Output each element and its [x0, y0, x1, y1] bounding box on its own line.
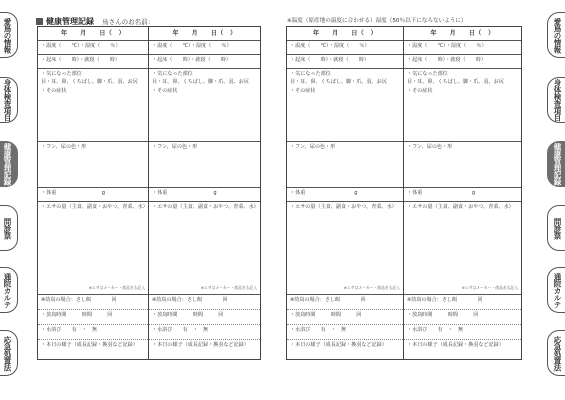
feed-field[interactable]: [287, 202, 403, 295]
today-notes-field[interactable]: ・本日の様子（成長記録・換羽など記録）: [41, 342, 138, 348]
chick-feeding-field[interactable]: ※幼鳥の場合：さし餌 回: [149, 295, 260, 310]
concern-parts-options[interactable]: 目・耳、鼻、くちばし、脚・爪、羽、お尻: [407, 79, 504, 85]
record-sheet-right: [286, 26, 522, 360]
weight-unit: g: [354, 190, 358, 196]
date-field[interactable]: 年 月 日（ ）: [287, 27, 403, 41]
wake-sleep-field[interactable]: ・起床（ 時）・就寝（ 時）: [149, 55, 260, 69]
droppings-field[interactable]: ・フン、尿の色・形: [404, 142, 521, 188]
record-column-1: [38, 27, 149, 359]
free-flight-field[interactable]: ・放鳥時間 時間 回: [287, 310, 403, 325]
tab-health-record[interactable]: 健康管理記録: [547, 141, 565, 187]
chick-feeding-field[interactable]: ※幼鳥の場合：さし餌 回: [38, 295, 148, 310]
chick-feeding-field[interactable]: ※幼鳥の場合：さし餌 回: [287, 295, 403, 310]
wake-sleep-field[interactable]: ・起床（ 時）・就寝（ 時）: [287, 55, 403, 69]
record-column-2: [149, 27, 260, 359]
other-symptoms-field[interactable]: ・その症状: [404, 86, 521, 142]
tab-body-check[interactable]: 身体検査項目: [0, 77, 18, 123]
feed-note: ※エサはメーカー・商品名も記入: [88, 285, 145, 291]
concern-parts-options[interactable]: 目・耳、鼻、くちばし、脚・爪、羽、お尻: [152, 79, 249, 85]
weight-unit: g: [471, 190, 476, 196]
concern-area-label[interactable]: ・気になった部位: [152, 71, 193, 77]
other-symptoms-field[interactable]: ・その症状: [149, 86, 260, 142]
droppings-field[interactable]: ・フン、尿の色・形: [149, 142, 260, 188]
feed-label: ・エサの量（主食、副食・おやつ、青菜、水）: [290, 204, 397, 210]
temperature-note: ※温度（原産地の温度に合わせる）湿度（50％以下にならないように）: [287, 18, 467, 24]
other-symptoms-field[interactable]: ・その症状: [287, 86, 403, 142]
title-square-icon: [36, 18, 43, 25]
weight-label: ・体重: [407, 190, 423, 196]
chick-feeding-field[interactable]: ※幼鳥の場合：さし餌 回: [404, 295, 521, 310]
today-notes-field[interactable]: ・本日の様子（成長記録・換羽など記録）: [152, 342, 249, 348]
feed-note: ※エサはメーカー・商品名も記入: [343, 285, 400, 291]
free-flight-field[interactable]: ・放鳥時間 時間 回: [149, 310, 260, 325]
feed-label: ・エサの量（主食、副食・おやつ、青菜、水）: [41, 204, 148, 210]
concern-parts-options[interactable]: 目・耳、鼻、くちばし、脚・爪、羽、お尻: [290, 79, 387, 85]
concern-area-label[interactable]: ・気になった部位: [41, 71, 82, 77]
today-notes-field[interactable]: ・本日の様子（成長記録・換羽など記録）: [290, 342, 387, 348]
tab-first-aid[interactable]: 応急処置法: [0, 330, 18, 376]
concern-parts-options[interactable]: 目・耳、鼻、くちばし、脚・爪、羽、お尻: [41, 79, 138, 85]
bath-field[interactable]: ・水浴び 有 ・ 無: [404, 325, 521, 340]
concern-area-label[interactable]: ・気になった部位: [407, 71, 448, 77]
record-sheet-left: [37, 26, 261, 360]
weight-field[interactable]: [404, 188, 521, 202]
tab-visit-chart[interactable]: 通院カルテ: [547, 267, 565, 313]
page-title: 健康管理記録: [46, 17, 94, 26]
tab-health-record[interactable]: 健康管理記録: [0, 141, 18, 187]
wake-sleep-field[interactable]: ・起床（ 時）・就寝（ 時）: [38, 55, 148, 69]
bath-field[interactable]: ・水浴び 有 ・ 無: [149, 325, 260, 340]
date-field[interactable]: 年 月 日（ ）: [38, 27, 148, 41]
temp-humidity-field[interactable]: ・温度（ ℃）・湿度（ ％）: [404, 41, 521, 55]
temp-humidity-field[interactable]: ・温度（ ℃）・湿度（ ％）: [149, 41, 260, 55]
weight-label: ・体重: [41, 190, 57, 196]
other-symptoms-field[interactable]: ・その症状: [38, 86, 148, 142]
temp-humidity-field[interactable]: ・温度（ ℃）・湿度（ ％）: [287, 41, 403, 55]
droppings-field[interactable]: ・フン、尿の色・形: [287, 142, 403, 188]
today-notes-field[interactable]: ・本日の様子（成長記録・換羽など記録）: [407, 342, 504, 348]
weight-field[interactable]: [287, 188, 403, 202]
feed-label: ・エサの量（主食、副食・おやつ、青菜、水）: [152, 204, 259, 210]
bird-name-label: 鳥さんのお名前：: [102, 18, 155, 26]
feed-note: ※エサはメーカー・商品名も記入: [461, 285, 518, 291]
tab-bird-info[interactable]: 愛鳥の情報: [547, 12, 565, 58]
weight-unit: g: [101, 190, 106, 196]
date-field[interactable]: 年 月 日（ ）: [404, 27, 521, 41]
wake-sleep-field[interactable]: ・起床（ 時）・就寝（ 時）: [404, 55, 521, 69]
free-flight-field[interactable]: ・放鳥時間 時間 回: [38, 310, 148, 325]
concern-area-label[interactable]: ・気になった部位: [290, 71, 331, 77]
tab-questionnaire[interactable]: 問診票: [547, 205, 565, 251]
tab-body-check[interactable]: 身体検査項目: [547, 77, 565, 123]
tab-bird-info[interactable]: 愛鳥の情報: [0, 12, 18, 58]
feed-field[interactable]: [149, 202, 260, 295]
record-column-1: [287, 27, 404, 359]
weight-label: ・体重: [290, 190, 306, 196]
tab-questionnaire[interactable]: 問診票: [0, 205, 18, 251]
weight-unit: g: [213, 190, 217, 196]
temp-humidity-field[interactable]: ・温度（ ℃）・湿度（ ％）: [38, 41, 148, 55]
feed-label: ・エサの量（主食、副食・おやつ、青菜、水）: [407, 204, 514, 210]
weight-field[interactable]: [38, 188, 148, 202]
weight-label: ・体重: [152, 190, 168, 196]
bath-field[interactable]: ・水浴び 有 ・ 無: [287, 325, 403, 340]
feed-field[interactable]: [38, 202, 148, 295]
tab-visit-chart[interactable]: 通院カルテ: [0, 267, 18, 313]
tab-first-aid[interactable]: 応急処置法: [547, 330, 565, 376]
date-field[interactable]: 年 月 日（ ）: [149, 27, 260, 41]
feed-note: ※エサはメーカー・商品名も記入: [200, 285, 257, 291]
record-column-2: [404, 27, 521, 359]
free-flight-field[interactable]: ・放鳥時間 時間 回: [404, 310, 521, 325]
droppings-field[interactable]: ・フン、尿の色・形: [38, 142, 148, 188]
weight-field[interactable]: [149, 188, 260, 202]
bath-field[interactable]: ・水浴び 有 ・ 無: [38, 325, 148, 340]
feed-field[interactable]: [404, 202, 521, 295]
